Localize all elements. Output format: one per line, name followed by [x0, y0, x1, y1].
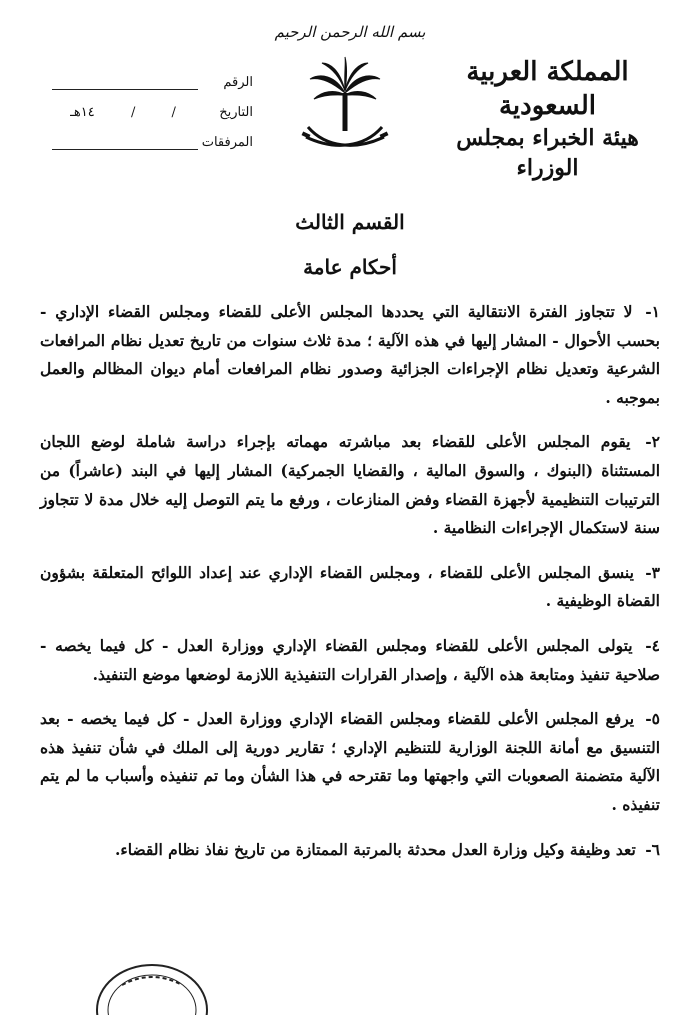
date-sep: /	[130, 105, 136, 120]
section-subtitle: أحكام عامة	[303, 255, 397, 279]
letter-meta	[48, 60, 253, 150]
section-title: القسم الثالث	[295, 210, 405, 234]
provision-text: يقوم المجلس الأعلى للقضاء بعد مباشرته مهماته بإجراء دراسة شاملة لوضع اللجان المستثناة (البنوك ، والسوق المالية ، والقضايا الجمركية) المشار إليها في البند (عاشراً) من الترتيبات التنظيمية لأجهزة القضاء وفض المنازعات ، ورفع ما يتم التوصل إليه خلال مدة لا تتجاوز سنة لاستكمال الإجراءات النظامية .	[40, 432, 660, 538]
kingdom-name: المملكة العربية السعودية	[466, 57, 629, 121]
provision-text: ينسق المجلس الأعلى للقضاء ، ومجلس القضاء الإداري عند إعداد اللوائح المتعلقة بشؤون القضاة الوظيفية .	[40, 562, 660, 611]
provision-text: لا تتجاوز الفترة الانتقالية التي يحددها المجلس الأعلى للقضاء ومجلس القضاء الإداري - بحسب الأحوال - المشار إليها في هذه الآلية ؛ مدة ثلاث سنوات من تاريخ تعديل نظام المرافعات الشرعية وتعديل نظام الإجراءات الجزائية وصدور نظام المرافعات أمام ديوان المظالم والعمل بموجبه .	[40, 302, 660, 407]
provision-item	[40, 632, 660, 689]
date-suffix: ١٤هـ	[70, 105, 95, 120]
reference-line	[52, 75, 198, 90]
provision-item	[40, 428, 660, 542]
provisions-list	[40, 298, 660, 880]
provision-number: ٢-	[645, 432, 660, 452]
attachments-label: المرفقات	[201, 135, 253, 150]
provision-text: يتولى المجلس الأعلى للقضاء ومجلس القضاء الإداري ووزارة العدل - كل فيما يخصه - صلاحية تنفيذ ومتابعة هذه الآلية ، وإصدار القرارات التنفيذية اللازمة لوضعها موضع التنفيذ.	[40, 635, 660, 684]
saudi-emblem-palm-swords-icon	[300, 55, 390, 160]
attachments-line	[52, 135, 198, 150]
date-slots	[48, 105, 198, 120]
reference-label: الرقم	[223, 75, 253, 90]
provision-item	[40, 705, 660, 819]
provision-number: ٣-	[645, 562, 660, 582]
provision-number: ٦-	[645, 839, 660, 859]
reference-row	[48, 60, 253, 90]
provision-item	[40, 298, 660, 412]
provision-item	[40, 836, 660, 865]
attachments-row	[48, 120, 253, 150]
provision-item	[40, 559, 660, 616]
provision-text: تعد وظيفة وكيل وزارة العدل محدثة بالمرتبة الممتازة من تاريخ نفاذ نظام القضاء.	[115, 839, 636, 859]
organization-header	[425, 55, 670, 183]
agency-name: هيئة الخبراء بمجلس الوزراء	[456, 125, 639, 181]
date-label: التاريخ	[219, 105, 253, 120]
provision-number: ٤-	[645, 635, 660, 655]
date-sep: /	[171, 105, 176, 120]
basmala: بسم الله الرحمن الرحيم	[274, 23, 426, 41]
provision-text: يرفع المجلس الأعلى للقضاء ومجلس القضاء الإداري ووزارة العدل - كل فيما يخصه - بعد التنسيق مع أمانة اللجنة الوزارية للتنظيم الإداري ؛ تقارير دورية إلى الملك في شأن تنفيذ هذه الآلية متضمنة الصعوبات التي واجهتها وما تقترحه في هذا الشأن وما تم تنفيذه وأسباب ما لم يتم تنفيذه .	[40, 709, 660, 814]
provision-number: ٥-	[645, 709, 660, 729]
official-stamp-icon	[92, 955, 212, 1015]
date-row	[48, 90, 253, 120]
provision-number: ١-	[645, 302, 660, 321]
